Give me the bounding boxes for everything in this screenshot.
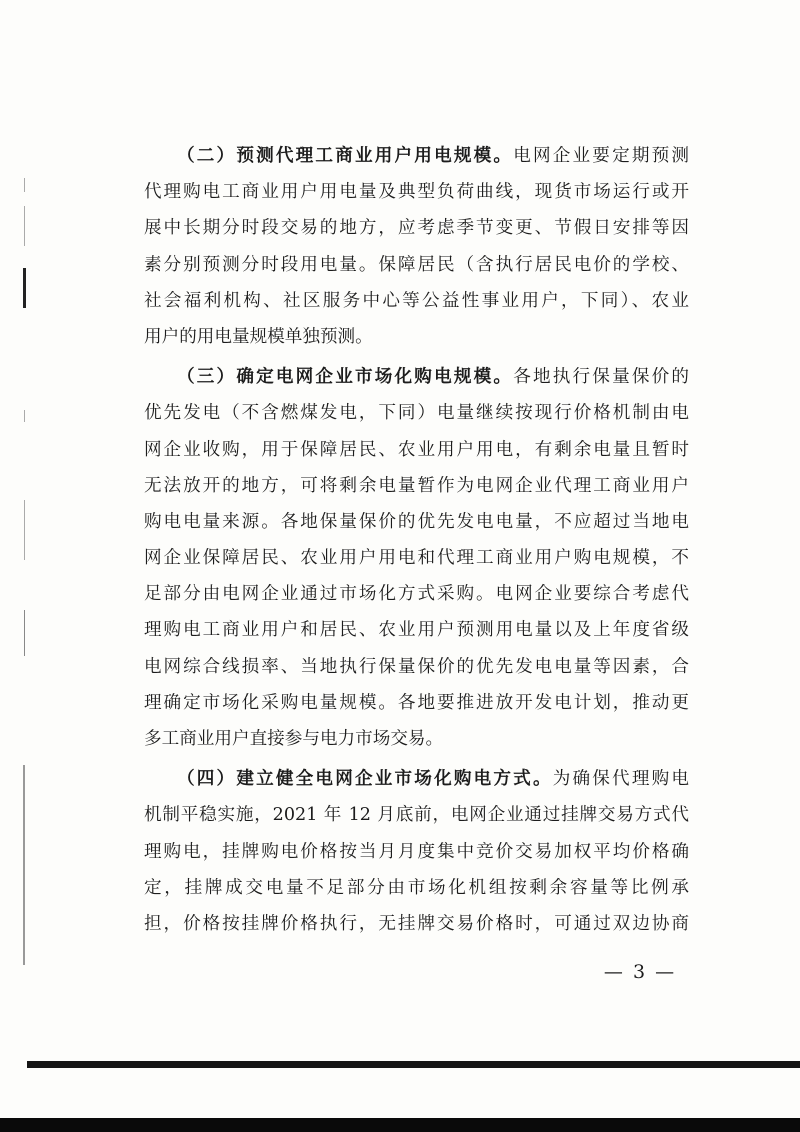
paragraph-line: 购电电量来源。各地保量保价的优先发电电量，不应超过当地电 [144,511,689,532]
paragraph-line: 素分别预测分时段用电量。保障居民（含执行居民电价的学校、 [144,254,689,275]
paragraph-line [144,138,689,174]
paragraph-line: 多工商业用户直接参与电力市场交易。 [144,729,444,749]
scan-margin-mark [24,206,25,246]
paragraph-line: 用户的用电量规模单独预测。 [144,326,373,347]
paragraph-line: 展中长期分时段交易的地方，应考虑季节变更、节假日安排等因 [144,218,689,239]
paragraph-line: 理购电工商业用户和居民、农业用户预测用电量以及上年度省级 [144,620,689,641]
paragraph-text: 电网企业要定期预测 [513,146,689,166]
paragraph-line [144,761,689,797]
document-body [144,138,689,942]
scan-margin-mark [23,268,26,308]
scan-bottom-edge [0,1118,800,1132]
paragraph-line: 理购电，挂牌购电价格按当月月度集中竞价交易加权平均价格确 [144,841,689,862]
paragraph-line: 理确定市场化采购电量规模。各地要推进放开发电计划，推动更 [144,692,689,713]
paragraph-line: 代理购电工商业用户用电量及典型负荷曲线，现货市场运行或开 [144,182,689,203]
paragraph-text: 为确保代理购电 [552,769,689,790]
paragraph-line: 定，挂牌成交电量不足部分由市场化机组按剩余容量等比例承 [144,877,689,898]
paragraph-line: 无法放开的地方，可将剩余电量暂作为电网企业代理工商业用户 [144,475,689,496]
scan-margin-mark [24,500,25,560]
section-heading: （三）确定电网企业市场化购电规模。 [177,367,514,388]
bottom-rule [27,1061,800,1068]
paragraph-line: 网企业收购，用于保障居民、农业用户用电，有剩余电量且暂时 [144,439,689,460]
paragraph-line: 网企业保障居民、农业用户用电和代理工商业用户购电规模，不 [144,548,689,569]
paragraph-line: 足部分由电网企业通过市场化方式采购。电网企业要综合考虑代 [144,584,689,605]
scan-margin-mark [24,410,25,422]
section-heading: （二）预测代理工商业用户用电规模。 [177,146,514,166]
paragraph-line: 优先发电（不含燃煤发电，下同）电量继续按现行价格机制由电 [144,403,689,424]
section-heading: （四）建立健全电网企业市场化购电方式。 [177,769,553,790]
paragraph-line: 电网综合线损率、当地执行保量保价的优先发电电量等因素，合 [144,656,689,677]
paragraph-line: 机制平稳实施，2021 年 12 月底前，电网企业通过挂牌交易方式代 [144,805,689,826]
paragraph-line: 社会福利机构、社区服务中心等公益性事业用户，下同）、农业 [144,290,689,311]
scan-margin-mark [24,610,25,656]
paragraph-line [144,359,689,395]
paragraph-text: 各地执行保量保价的 [513,367,689,388]
scan-margin-mark [24,178,25,192]
paragraph-line: 担，价格按挂牌价格执行，无挂牌交易价格时，可通过双边协商 [144,913,689,934]
scan-margin-mark [23,765,25,965]
page-number: — 3 — [603,961,677,983]
